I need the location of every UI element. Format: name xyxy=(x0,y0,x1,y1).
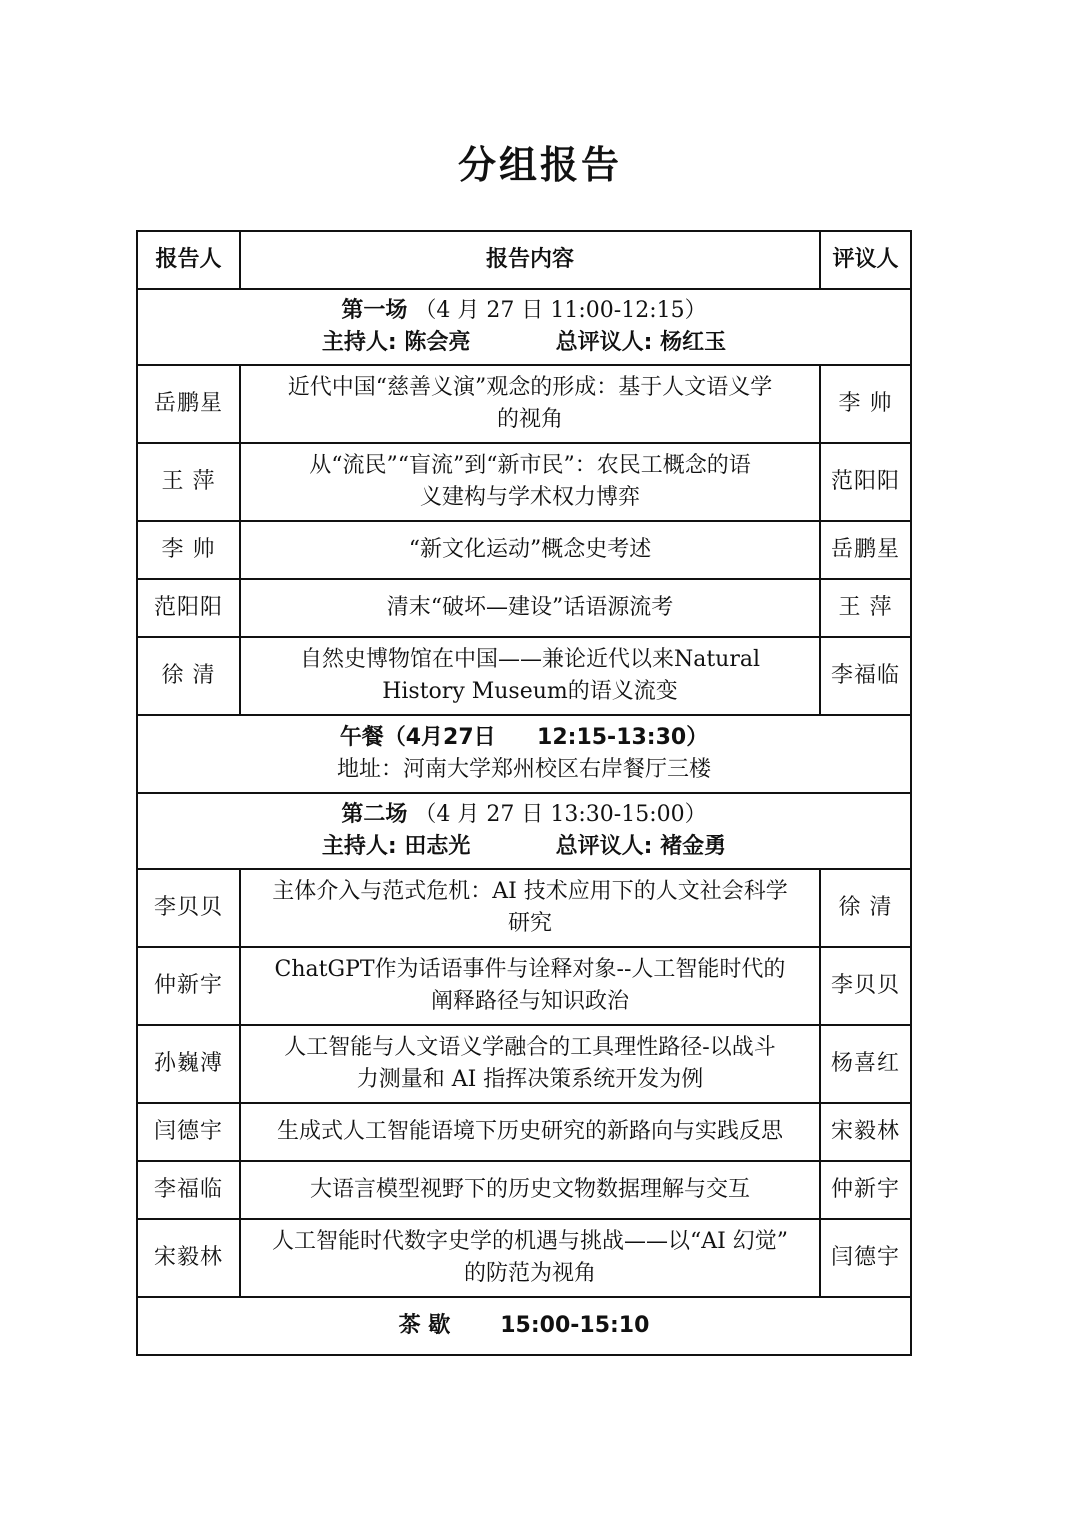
tea-break-row xyxy=(137,1297,911,1355)
content-line-2: 研究 xyxy=(507,911,552,936)
content-line-1: 生成式人工智能语境下历史研究的新路向与实践反思 xyxy=(276,1119,783,1144)
content-cell xyxy=(240,521,820,579)
session2-reviewer: 褚金勇 xyxy=(660,834,727,859)
page-title: 分组报告 xyxy=(457,143,622,187)
reporter-cell: 李福临 xyxy=(137,1161,240,1219)
lunch-time: 12:15-13:30） xyxy=(537,725,709,750)
content-line-1: 人工智能时代数字史学的机遇与挑战——以“AI 幻觉” xyxy=(271,1229,789,1254)
session1-header-row xyxy=(137,289,911,365)
content-cell xyxy=(240,1025,820,1103)
header-content: 报告内容 xyxy=(240,231,820,289)
tea-label: 茶 歇 xyxy=(398,1313,451,1338)
content-cell xyxy=(240,1219,820,1297)
session2-reviewer-label: 总评议人: xyxy=(555,834,653,859)
lunch-row xyxy=(137,715,911,793)
content-line-2: 的视角 xyxy=(496,407,563,432)
session2-header-row xyxy=(137,793,911,869)
table-row xyxy=(137,1025,911,1103)
table-row xyxy=(137,365,911,443)
tea-break-info xyxy=(137,1297,911,1355)
reviewer-cell: 李福临 xyxy=(820,637,911,715)
reporter-cell: 宋毅林 xyxy=(137,1219,240,1297)
content-line-1: ChatGPT作为话语事件与诠释对象--人工智能时代的 xyxy=(274,957,786,982)
session1-name: 第一场 xyxy=(341,298,408,323)
reviewer-cell: 杨喜红 xyxy=(820,1025,911,1103)
content-line-1: 自然史博物馆在中国——兼论近代以来Natural xyxy=(299,647,761,672)
session2-time: （4 月 27 日 13:30-15:00） xyxy=(414,802,707,827)
table-row xyxy=(137,579,911,637)
table-row xyxy=(137,1103,911,1161)
reporter-cell: 王 萍 xyxy=(137,443,240,521)
reporter-cell: 李 帅 xyxy=(137,521,240,579)
table-row xyxy=(137,637,911,715)
reviewer-cell: 李贝贝 xyxy=(820,947,911,1025)
schedule-table xyxy=(136,230,912,1356)
reviewer-cell: 岳鹏星 xyxy=(820,521,911,579)
table-row xyxy=(137,1219,911,1297)
content-line-2: 阐释路径与知识政治 xyxy=(430,989,629,1014)
content-line-1: 清末“破坏—建设”话语源流考 xyxy=(386,595,674,620)
table-row xyxy=(137,443,911,521)
reporter-cell: 徐 清 xyxy=(137,637,240,715)
table-row xyxy=(137,947,911,1025)
reviewer-cell: 徐 清 xyxy=(820,869,911,947)
content-line-1: 从“流民”“盲流”到“新市民”：农民工概念的语 xyxy=(309,453,751,478)
reporter-cell: 孙巍溥 xyxy=(137,1025,240,1103)
session2-host-label: 主持人: xyxy=(321,834,397,859)
content-line-1: 人工智能与人文语义学融合的工具理性路径-以战斗 xyxy=(284,1035,776,1060)
content-cell xyxy=(240,443,820,521)
table-row xyxy=(137,1161,911,1219)
session2-host: 田志光 xyxy=(404,834,471,859)
header-row xyxy=(137,231,911,289)
header-reporter: 报告人 xyxy=(137,231,240,289)
lunch-info xyxy=(137,715,911,793)
session2-name: 第二场 xyxy=(341,802,408,827)
content-cell xyxy=(240,1161,820,1219)
session2-info xyxy=(137,793,911,869)
table-row xyxy=(137,869,911,947)
content-cell xyxy=(240,947,820,1025)
content-cell xyxy=(240,869,820,947)
reviewer-cell: 李 帅 xyxy=(820,365,911,443)
reporter-cell: 闫德宇 xyxy=(137,1103,240,1161)
content-cell xyxy=(240,365,820,443)
content-line-1: 近代中国“慈善义演”观念的形成：基于人文语义学 xyxy=(287,375,773,400)
session1-time: （4 月 27 日 11:00-12:15） xyxy=(414,298,707,323)
reviewer-cell: 闫德宇 xyxy=(820,1219,911,1297)
table-row xyxy=(137,521,911,579)
content-cell xyxy=(240,1103,820,1161)
tea-time: 15:00-15:10 xyxy=(500,1313,650,1338)
reporter-cell: 仲新宇 xyxy=(137,947,240,1025)
reviewer-cell: 宋毅林 xyxy=(820,1103,911,1161)
content-line-1: “新文化运动”概念史考述 xyxy=(408,537,652,562)
reporter-cell: 范阳阳 xyxy=(137,579,240,637)
reporter-cell: 李贝贝 xyxy=(137,869,240,947)
content-line-1: 主体介入与范式危机：AI 技术应用下的人文社会科学 xyxy=(272,879,788,904)
content-line-1: 大语言模型视野下的历史文物数据理解与交互 xyxy=(309,1177,750,1202)
content-line-2: 义建构与学术权力博弈 xyxy=(419,485,640,510)
reviewer-cell: 仲新宇 xyxy=(820,1161,911,1219)
reviewer-cell: 范阳阳 xyxy=(820,443,911,521)
reviewer-cell: 王 萍 xyxy=(820,579,911,637)
header-reviewer: 评议人 xyxy=(820,231,911,289)
session1-reviewer: 杨红玉 xyxy=(660,330,727,355)
lunch-label: 午餐（4月27日 xyxy=(339,725,496,750)
content-line-2: 力测量和 AI 指挥决策系统开发为例 xyxy=(356,1067,704,1092)
content-cell xyxy=(240,579,820,637)
session1-host: 陈会亮 xyxy=(404,330,471,355)
session1-host-label: 主持人: xyxy=(321,330,397,355)
session1-reviewer-label: 总评议人: xyxy=(555,330,653,355)
content-line-2: History Museum的语义流变 xyxy=(382,679,678,704)
content-cell xyxy=(240,637,820,715)
lunch-address: 地址：河南大学郑州校区右岸餐厅三楼 xyxy=(336,757,711,782)
reporter-cell: 岳鹏星 xyxy=(137,365,240,443)
content-line-2: 的防范为视角 xyxy=(463,1261,596,1286)
session1-info xyxy=(137,289,911,365)
